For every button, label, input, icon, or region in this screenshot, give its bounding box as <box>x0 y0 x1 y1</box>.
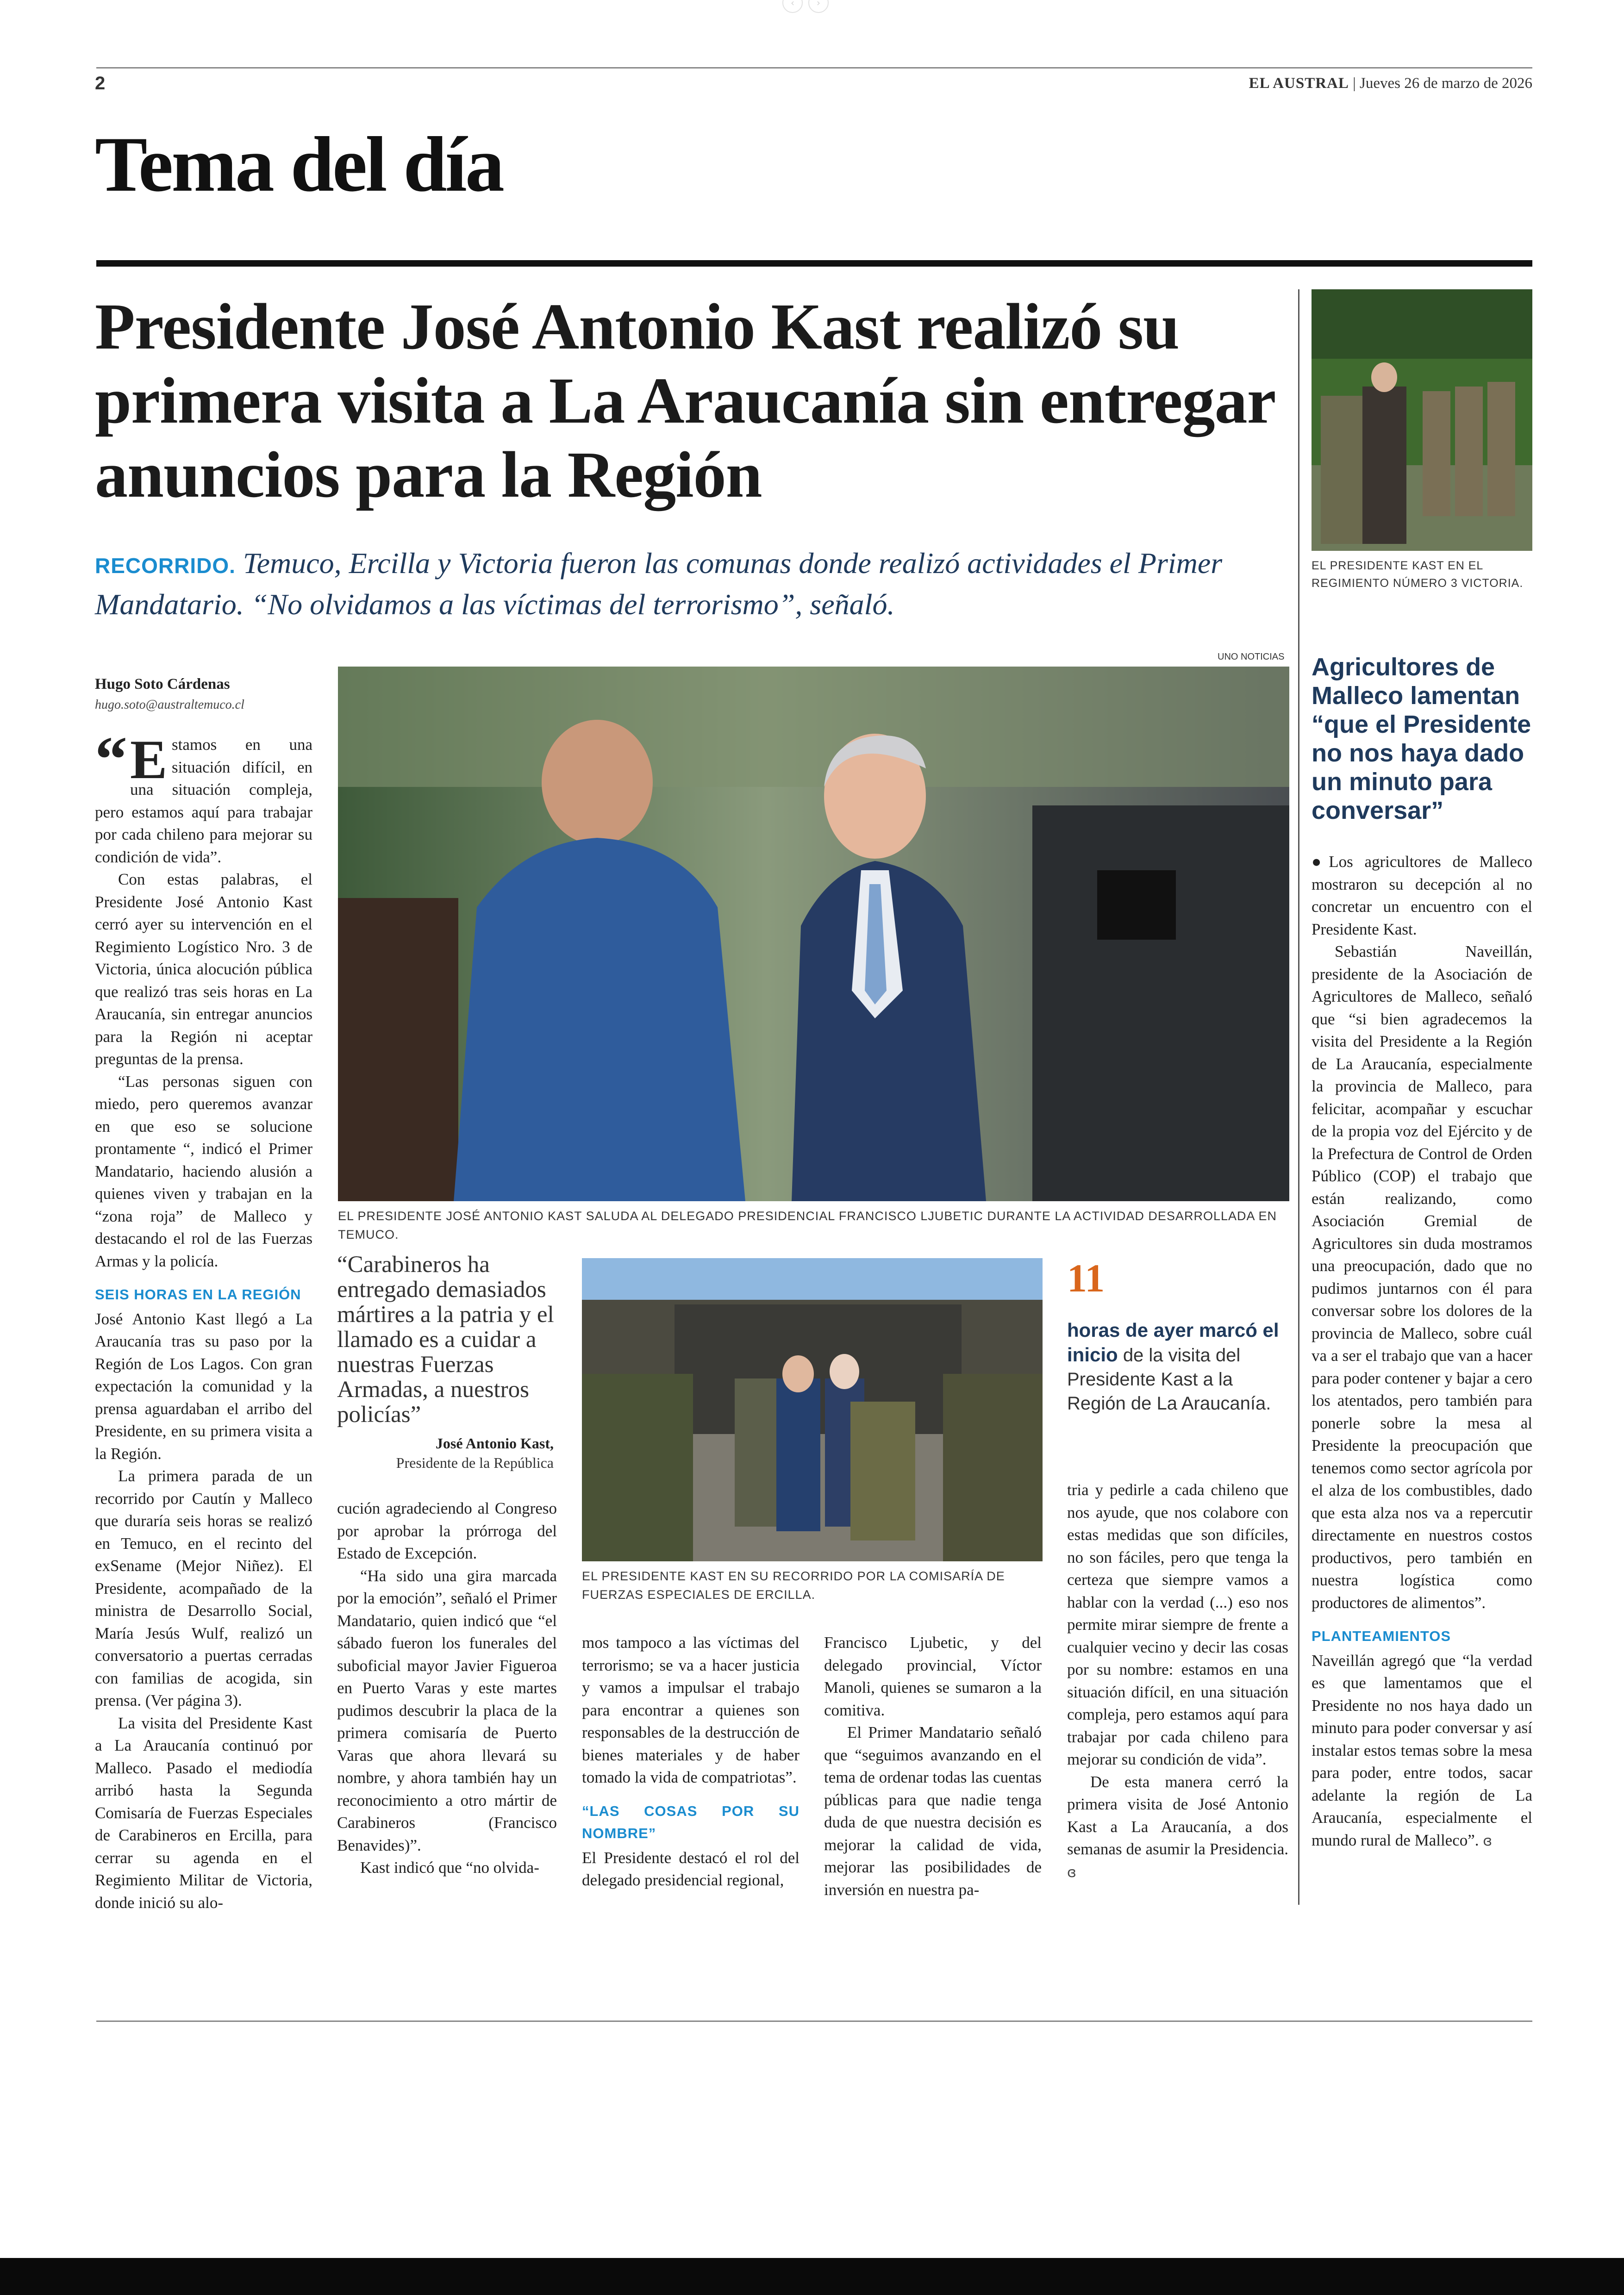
section-title: Tema del día <box>95 121 503 208</box>
second-photo <box>582 1258 1043 1561</box>
pull-quote-name: José Antonio Kast, <box>435 1435 554 1452</box>
article-column-4 <box>824 1632 1042 1901</box>
paragraph: La primera parada de un recorrido por Cautín y Malleco que duraría seis horas se realizó en Temuco, en el recinto del exSename (Mejor Niñez). El Presidente, acompañado de la ministra de Desarrollo Social, María Jesús Wulf, realizó un conversatorio a puertas cerradas con familias de acogida, sin prensa. (Ver página 3). <box>95 1467 312 1709</box>
fact-bold: horas de ayer marcó el inicio <box>1067 1319 1279 1366</box>
next-page-icon[interactable]: › <box>808 0 829 13</box>
paragraph: Kast indicó que “no olvida- <box>360 1858 539 1877</box>
paragraph: “Ha sido una gira marcada por la emoción”, señaló el Primer Mandatario, quien indicó que “el sábado fueron los funerales del suboficial mayor Javier Figueroa en Puerto Varas y este martes pudimos descubrir la placa de la primera comisaría de Puerto Varas que ahora llevará su nombre, y ahora también hay un reconocimiento a otro mártir de Carabineros (Francisco Benavides)”. <box>337 1566 557 1854</box>
paragraph: Con estas palabras, el Presidente José Antonio Kast cerró ayer su intervención en el Regimiento Logístico Nro. 3 de Victoria, única alocución pública que realizó tras seis horas en La Araucanía, sin entregar anuncios para la Región ni aceptar preguntas de la prensa. <box>95 870 312 1068</box>
paragraph: El Primer Mandatario señaló que “seguimos avanzando en el tema de ordenar todas las cuentas públicas para que nadie tenga duda de que nuestra decisión es mejorar la calidad de vida, mejorar las posibilidades de inversión en nuestra pa- <box>824 1723 1042 1899</box>
paragraph: stamos en una situación difícil, en una situación compleja, pero estamos aquí para trabajar por cada chileno para mejorar su condición de vida”. <box>95 736 312 866</box>
bullet-icon: ● <box>1312 853 1329 871</box>
sidebar-photo-illustration <box>1312 289 1532 551</box>
publication-date: Jueves 26 de marzo de 2026 <box>1360 75 1532 92</box>
main-photo <box>338 667 1289 1201</box>
article-column-1 <box>95 723 312 1914</box>
author: Hugo Soto Cárdenas <box>95 676 230 692</box>
section-rule <box>96 260 1532 267</box>
paragraph: “Las personas siguen con miedo, pero queremos avanzar en que eso se solucione prontamente “, indicó el Primer Mandatario, haciendo alusión a quienes viven y trabajan en la “zona roja” de Malleco y destacando el rol de las Fuerzas Armas y la policía. <box>95 1072 312 1270</box>
paragraph: mos tampoco a las víctimas del terrorismo; se va a hacer justicia y vamos a impulsar el trabajo para encontrar a quienes son responsables de la destrucción de bienes materiales y de haber tomado la vida de compatriotas”. <box>582 1634 800 1786</box>
publication-line: EL AUSTRAL | Jueves 26 de marzo de 2026 <box>1249 75 1532 92</box>
subheading: “LAS COSAS POR SU NOMBRE” <box>582 1802 800 1841</box>
pull-quote: “Carabineros ha entregado demasiados mártires a la patria y el llamado es a cuidar a nuestras Fuerzas Armadas, a nuestros policías” <box>337 1252 554 1428</box>
subheading: PLANTEAMIENTOS <box>1312 1628 1451 1644</box>
viewer-footer-bar <box>0 2258 1624 2295</box>
article-column-3 <box>582 1632 800 1892</box>
paragraph <box>1312 1650 1532 1853</box>
sidebar-headline: Agricultores de Malleco lamentan “que el Presidente no nos haya dado un minuto para conversar” <box>1312 653 1531 824</box>
paragraph: José Antonio Kast llegó a La Araucanía tras su paso por la Región de Los Lagos. Con gran expectación la comunidad y la prensa aguardaban el arribo del Presidente, en su primera visita a la Región. <box>95 1310 312 1463</box>
main-photo-caption: EL PRESIDENTE JOSÉ ANTONIO KAST SALUDA AL DELEGADO PRESIDENCIAL FRANCISCO LJUBETIC DURANTE LA ACTIVIDAD DESARROLLADA EN TEMUCO. <box>338 1209 1277 1241</box>
header-rule <box>96 67 1532 69</box>
end-mark-icon: ɞ <box>1483 1833 1493 1849</box>
drop-quote: “ <box>95 723 127 795</box>
paragraph-text: Naveillán agregó que “la verdad es que lamentamos que el Presidente no nos haya dado un minuto para poder conversar y así instalar estos temas sobre la mesa para poder, entre todos, sacar adelante la región de La Araucanía, especialmente el mundo rural de Malleco”. <box>1312 1651 1532 1849</box>
paragraph: Sebastián Naveillán, presidente de la Asociación de Agricultores de Malleco, señaló que “si bien agradecemos la visita del Presidente a la Región de La Araucanía, especialmente la provincia de Malleco, para felicitar, acompañar y escuchar de la propia voz del Ejército y de la Prefectura de Control de Orden Público (COP) el trabajo que están realizando, como Asociación Gremial de Agricultores sin duda mostramos una preocupación, dado que no pudimos juntarnos con él para conversar sobre los dolores de la provincia de Malleco, sobre cuál va a ser el trabajo que van a hacer para poder contener y bajar a cero los atentados, pero también para ponerle sobre la mesa al Presidente la preocupación que tenemos como sector agrícola por el alza de los combustibles, dado que esta alza nos va a repercutir directamente en nuestros costos productivos, pero también en nuestra logística como productores de alimentos”. <box>1312 942 1532 1612</box>
bottom-rule <box>96 2021 1532 2022</box>
paragraph: Francisco Ljubetic, y del delegado provincial, Víctor Manoli, quienes se sumaron a la comitiva. <box>824 1634 1042 1719</box>
second-photo-illustration <box>582 1258 1043 1561</box>
drop-cap: E <box>130 729 168 790</box>
fact-number: 11 <box>1067 1256 1105 1300</box>
second-photo-caption: EL PRESIDENTE KAST EN SU RECORRIDO POR LA COMISARÍA DE FUERZAS ESPECIALES DE ERCILLA. <box>582 1569 1005 1602</box>
paragraph <box>1312 851 1532 941</box>
author-email[interactable]: hugo.soto@australtemuco.cl <box>95 698 244 712</box>
sidebar-photo-caption: EL PRESIDENTE KAST EN EL REGIMIENTO NÚMERO 3 VICTORIA. <box>1312 559 1524 590</box>
article-column-2 <box>337 1497 557 1879</box>
main-photo-illustration <box>338 667 1289 1201</box>
photo-credit: UNO NOTICIAS <box>1218 652 1285 662</box>
page-nav <box>782 0 843 10</box>
pull-quote-role: Presidente de la República <box>396 1454 554 1471</box>
paragraph <box>1067 1771 1288 1884</box>
headline: Presidente José Antonio Kast realizó su primera visita a La Araucanía sin entregar anuncios para la Región <box>95 290 1275 511</box>
fact-box <box>1067 1318 1289 1416</box>
paragraph: El Presidente destacó el rol del delegado presidencial regional, <box>582 1848 800 1889</box>
deck <box>95 544 1289 624</box>
sidebar-column <box>1312 851 1532 1852</box>
paragraph-text: Los agricultores de Malleco mostraron su decepción al no concretar un encuentro con el Presidente Kast. <box>1312 853 1532 938</box>
end-mark-icon: ɞ <box>1067 1864 1076 1881</box>
deck-text: Temuco, Ercilla y Victoria fueron las comunas donde realizó actividades el Primer Mandatario. “No olvidamos a las víctimas del terrorismo”, señaló. <box>95 547 1223 621</box>
paragraph: La visita del Presidente Kast a La Araucanía continuó por Malleco. Pasado el mediodía arribó hasta la Segunda Comisaría de Fuerzas Especiales de Carabineros en Ercilla, para cerrar su agenda en el Regimiento Militar de Victoria, donde inició su alo- <box>95 1714 312 1912</box>
publication-name: EL AUSTRAL <box>1249 75 1349 92</box>
prev-page-icon[interactable]: ‹ <box>782 0 803 13</box>
sidebar-photo <box>1312 289 1532 551</box>
subheading: SEIS HORAS EN LA REGIÓN <box>95 1286 301 1303</box>
article-column-5 <box>1067 1479 1288 1884</box>
deck-kicker: RECORRIDO. <box>95 554 236 578</box>
paragraph-text: De esta manera cerró la primera visita de José Antonio Kast a La Araucanía, a dos semanas de asumir la Presidencia. <box>1067 1772 1288 1858</box>
paragraph: cución agradeciendo al Congreso por aprobar la prórroga del Estado de Excepción. <box>337 1499 557 1562</box>
paragraph: tria y pedirle a cada chileno que nos ayude, que nos colabore con estas medidas que son difíciles, no son fáciles, pero que tenga la certeza que siempre vamos a hablar con la verdad (...) eso nos permite mirar siempre de frente a cualquier vecino y decir las cosas por su nombre: estamos en una situación difícil, en una situación compleja, pero estamos aquí para trabajar por cada chileno para mejorar su condición de vida”. <box>1067 1481 1288 1768</box>
page-number: 2 <box>95 73 106 94</box>
column-divider <box>1298 289 1299 1905</box>
fact-text: de la visita del Presidente Kast a la Región de La Araucanía. <box>1067 1345 1271 1414</box>
